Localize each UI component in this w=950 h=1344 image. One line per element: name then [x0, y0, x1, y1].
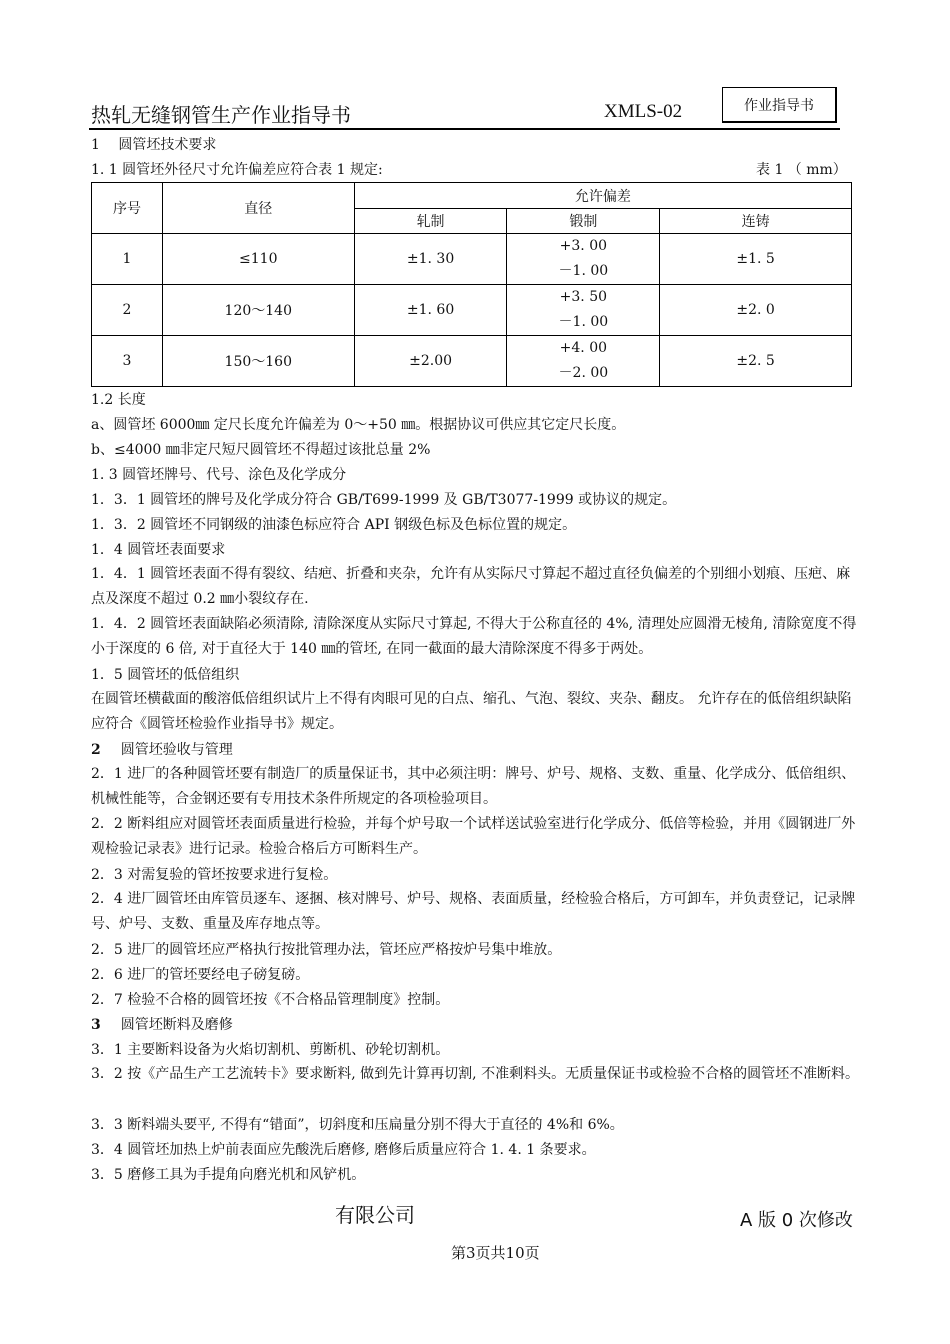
paragraph: 在圆管坯横截面的酸溶低倍组织试片上不得有肉眼可见的白点、缩孔、气泡、裂纹、夹杂、翻皮。 允许存在的低倍组织缺陷应符合《圆管坯检验作业指导书》规定。 [91, 691, 852, 732]
cell-forged [507, 336, 660, 387]
cell-forged [507, 234, 660, 285]
text-line: 3．5 磨修工具为手提角向磨光机和风铲机。 [91, 1167, 366, 1183]
section-3-title: 圆管坯断料及磨修 [120, 1017, 233, 1033]
section-1-title: 1 圆管坯技术要求 [91, 137, 217, 153]
cell-no: 2 [92, 285, 163, 336]
text-line: 3．1 主要断料设备为火焰切割机、剪断机、砂轮切割机。 [91, 1042, 450, 1058]
text-line: 2．5 进厂的圆管坯应严格执行按批管理办法，管坯应严格按炉号集中堆放。 [91, 942, 562, 958]
forged-plus: +4. 00 [559, 340, 608, 356]
section-1-1-intro: 1. 1 圆管坯外径尺寸允许偏差应符合表 1 规定: [91, 162, 383, 178]
header-rolled: 轧制 [354, 209, 507, 234]
forged-minus: －1. 00 [558, 263, 609, 279]
document-title: 热轧无缝钢管生产作业指导书 [91, 103, 351, 127]
text-line: 1.2 长度 [91, 392, 146, 408]
header-rule [89, 128, 840, 130]
table-caption: 表 1 （ mm） [756, 162, 847, 178]
text-line: 1．3．2 圆管坯不同钢级的油漆色标应符合 API 钢级色标及色标位置的规定。 [91, 517, 577, 533]
section-2-number: 2 [91, 742, 101, 758]
text-line: 3．3 断料端头要平, 不得有“错面”，切斜度和压扁量分别不得大于直径的 4%和 6%。 [91, 1117, 624, 1133]
paragraph: 2．1 进厂的各种圆管坯要有制造厂的质量保证书，其中必须注明：牌号、炉号、规格、支数、重量、化学成分、低倍组织、机械性能等，合金钢还要有专用技术条件所规定的各项检验项目。 [91, 766, 856, 807]
document-code: XMLS-02 [604, 101, 683, 122]
cell-rolled: ±2.00 [354, 336, 507, 387]
text-line: 2．3 对需复验的管坯按要求进行复检。 [91, 867, 338, 883]
text-line: 1．4 圆管坯表面要求 [91, 542, 226, 558]
header-no: 序号 [92, 183, 163, 234]
cell-rolled: ±1. 30 [354, 234, 507, 285]
header-diameter: 直径 [162, 183, 354, 234]
cell-cast: ±2. 0 [660, 285, 852, 336]
section-2-title: 圆管坯验收与管理 [120, 742, 233, 758]
cell-rolled: ±1. 60 [354, 285, 507, 336]
paragraph: 3．2 按《产品生产工艺流转卡》要求断料, 做到先计算再切割, 不准剩料头。无质量保证书或检验不合格的圆管坯不准断料。 [91, 1066, 860, 1082]
paragraph: 2．4 进厂圆管坯由库管员逐车、逐捆、核对牌号、炉号、规格、表面质量，经检验合格后，方可卸车，并负责登记，记录牌号、炉号、支数、重量及库存地点等。 [91, 891, 856, 932]
header-tolerance: 允许偏差 [354, 183, 851, 209]
section-3-number: 3 [91, 1017, 101, 1033]
text-line: 2．7 检验不合格的圆管坯按《不合格品管理制度》控制。 [91, 992, 450, 1008]
tolerance-table [91, 182, 852, 387]
document-type-box [722, 87, 837, 123]
text-line: 1．3．1 圆管坯的牌号及化学成分符合 GB/T699-1999 及 GB/T3077-1999 或协议的规定。 [91, 492, 677, 508]
text-line: 3．4 圆管坯加热上炉前表面应先酸洗后磨修, 磨修后质量应符合 1. 4. 1 条要求。 [91, 1142, 596, 1158]
section-2-heading [91, 741, 233, 759]
footer-version: A 版 0 次修改 [740, 1210, 853, 1231]
table-row [92, 234, 852, 285]
text-line: 1．5 圆管坯的低倍组织 [91, 667, 240, 683]
cell-no: 3 [92, 336, 163, 387]
cell-diameter: 150～160 [162, 336, 354, 387]
header-cast: 连铸 [660, 209, 852, 234]
forged-plus: +3. 00 [559, 238, 608, 254]
cell-diameter: 120～140 [162, 285, 354, 336]
forged-minus: －2. 00 [558, 365, 609, 381]
forged-minus: －1. 00 [558, 314, 609, 330]
forged-plus: +3. 50 [559, 289, 608, 305]
text-line: a、圆管坯 6000㎜ 定尺长度允许偏差为 0～+50 ㎜。根据协议可供应其它定尺长度。 [91, 417, 626, 433]
footer-company: 有限公司 [335, 1203, 415, 1227]
document-type-label: 作业指导书 [744, 97, 814, 114]
cell-no: 1 [92, 234, 163, 285]
text-line: 1. 3 圆管坯牌号、代号、涂色及化学成分 [91, 467, 347, 483]
paragraph: 2．2 断料组应对圆管坯表面质量进行检验，并每个炉号取一个试样送试验室进行化学成分、低倍等检验，并用《圆钢进厂外观检验记录表》进行记录。检验合格后方可断料生产。 [91, 816, 856, 857]
paragraph: 1．4．2 圆管坯表面缺陷必须清除, 清除深度从实际尺寸算起, 不得大于公称直径的 4%, 清理处应圆滑无棱角, 清除宽度不得小于深度的 6 倍, 对于直径大于 140 ㎜的管坯, 在同一截面的最大清除深度不得多于两处。 [91, 616, 857, 657]
table-row [92, 336, 852, 387]
cell-cast: ±1. 5 [660, 234, 852, 285]
cell-forged [507, 285, 660, 336]
cell-diameter: ≤110 [162, 234, 354, 285]
footer-page-number: 第3页共10页 [451, 1244, 540, 1262]
text-line: 2．6 进厂的管坯要经电子磅复磅。 [91, 967, 310, 983]
cell-cast: ±2. 5 [660, 336, 852, 387]
section-3-heading [91, 1016, 233, 1034]
paragraph: 1．4．1 圆管坯表面不得有裂纹、结疤、折叠和夹杂，允许有从实际尺寸算起不超过直径负偏差的个别细小划痕、压疤、麻点及深度不超过 0.2 ㎜小裂纹存在. [91, 566, 851, 607]
text-line: b、≤4000 ㎜非定尺短尺圆管坯不得超过该批总量 2% [91, 442, 431, 458]
table-row [92, 285, 852, 336]
header-forged: 锻制 [507, 209, 660, 234]
